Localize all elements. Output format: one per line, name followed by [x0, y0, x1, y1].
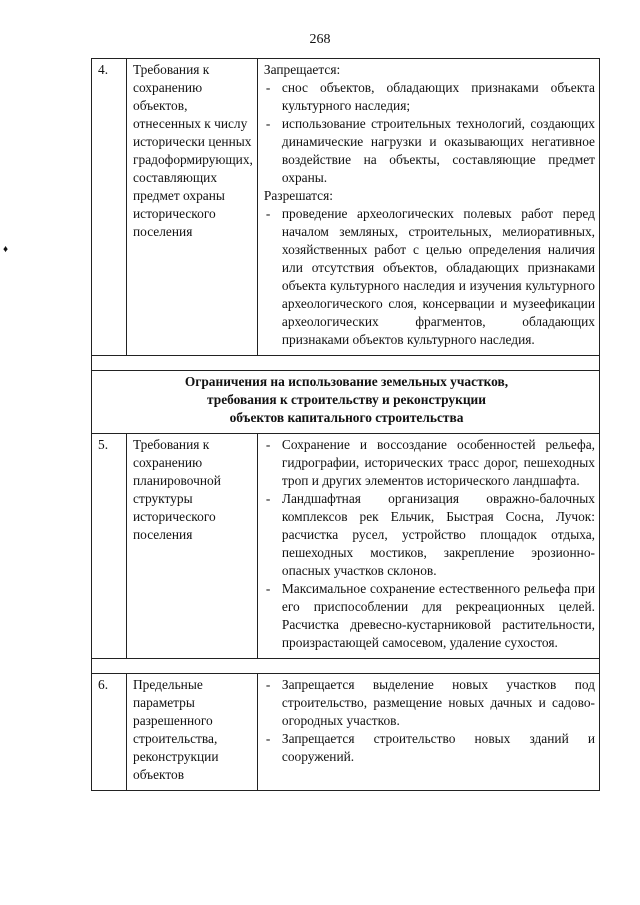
requirement-name: Требования к сохранению планировочной структуры исторического поселения — [127, 434, 258, 659]
table-row — [92, 59, 600, 356]
section-heading-line: Ограничения на использование земельных участков, — [184, 374, 509, 389]
requirement-content — [257, 434, 599, 659]
allowed-list — [264, 205, 595, 349]
requirement-content — [257, 59, 599, 356]
requirement-list — [264, 436, 595, 652]
list-item: - Максимальное сохранение естественного рельефа при его приспособлении для рекреационных целей. Расчистка древесно-кустарниковой растительности, произрастающей самосевом, удаление сухостоя. — [264, 580, 595, 652]
table-row — [92, 434, 600, 659]
section-heading-line: объектов капитального строительства — [229, 410, 464, 425]
row-number: 4. — [92, 59, 127, 356]
section-heading — [92, 371, 600, 434]
list-item: - Ландшафтная организация овражно-балочных комплексов рек Ельчик, Быстрая Сосна, Лучок: расчистка русел, устройство площадок отдыха, пешеходных мостиков, закрепление эрозионно-опасных участков склонов. — [264, 490, 595, 580]
list-item: - использование строительных технологий, создающих динамические нагрузки и оказывающих негативное воздействие на объекты, составляющие предмет охраны. — [264, 115, 595, 187]
table-row — [92, 674, 600, 791]
allowed-label: Разрешатся: — [263, 188, 333, 203]
spacer-row — [92, 356, 600, 371]
spacer-row — [92, 659, 600, 674]
list-item: - проведение археологических полевых работ перед началом земляных, строительных, мелиоративных, хозяйственных работ с целью определения наличия или отсутствия объектов, обладающих признаками объекта культурного наследия и изучения культурного археологического слоя, консервации и музеефикации археологических фрагментов, обладающих признаками объектов культурного наследия. — [264, 205, 595, 349]
section-heading-row — [92, 371, 600, 434]
requirement-name: Требования к сохранению объектов, отнесенных к числу исторически ценных градоформирующих, составляющих предмет охраны исторического поселения — [127, 59, 258, 356]
list-item: - Сохранение и воссоздание особенностей рельефа, гидрографии, исторических трасс дорог, пешеходных троп и других элементов исторического ландшафта. — [264, 436, 595, 490]
requirement-name: Предельные параметры разрешенного строительства, реконструкции объектов — [127, 674, 258, 791]
list-item: - снос объектов, обладающих признаками объекта культурного наследия; — [264, 79, 595, 115]
prohibited-list — [264, 79, 595, 187]
margin-mark: ♦ — [3, 244, 9, 255]
list-item: - Запрещается строительство новых зданий и сооружений. — [264, 730, 595, 766]
section-heading-line: требования к строительству и реконструкции — [207, 392, 486, 407]
row-number: 5. — [92, 434, 127, 659]
prohibited-label: Запрещается: — [263, 62, 341, 77]
requirement-list — [264, 676, 595, 766]
requirement-content — [257, 674, 599, 791]
row-number: 6. — [92, 674, 127, 791]
list-item: - Запрещается выделение новых участков под строительство, размещение новых дачных и садово-огородных участков. — [264, 676, 595, 730]
page-number: 268 — [309, 32, 331, 47]
requirements-table — [91, 58, 600, 791]
